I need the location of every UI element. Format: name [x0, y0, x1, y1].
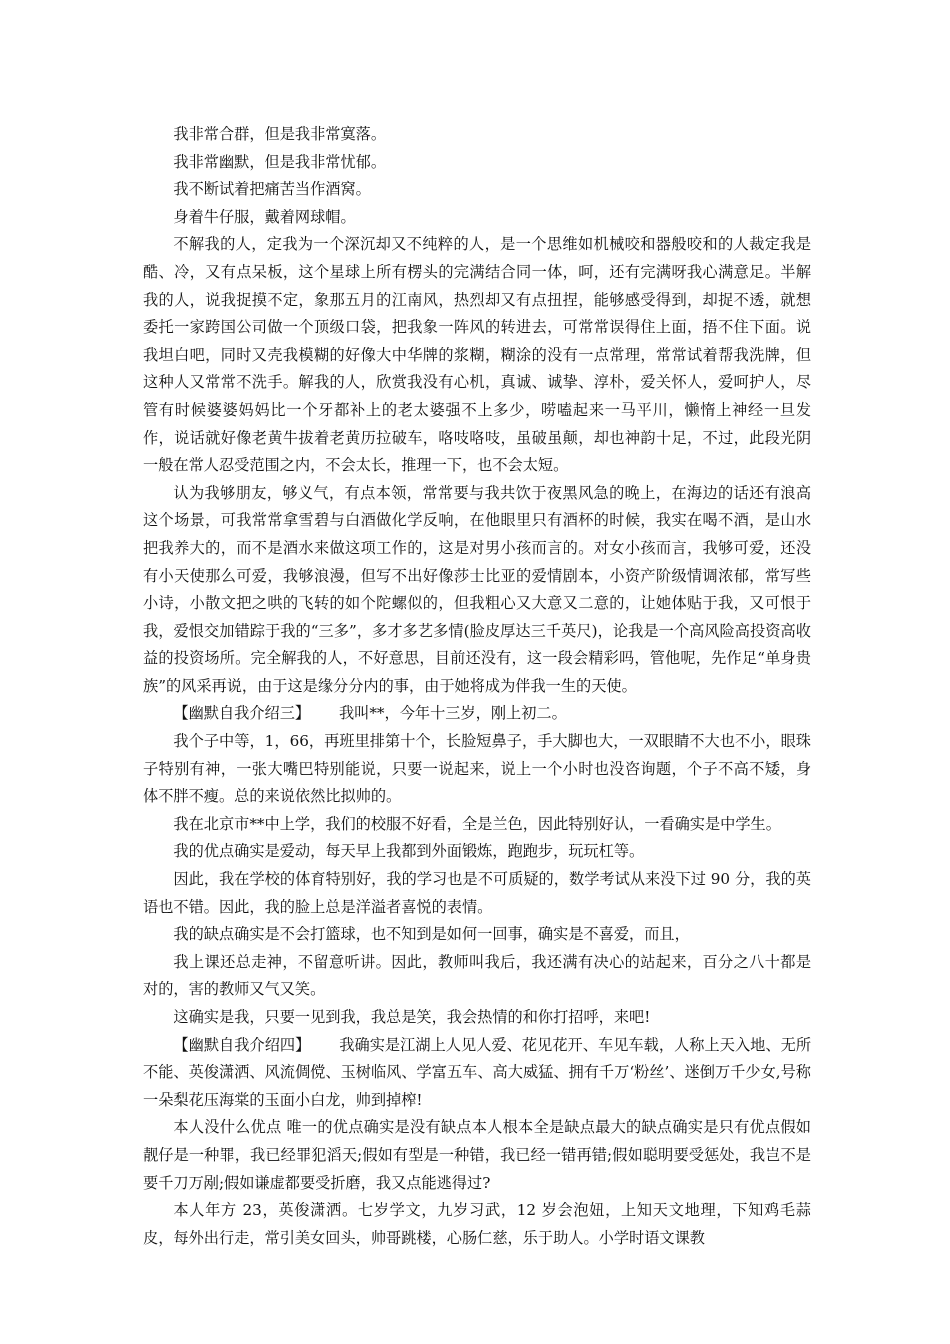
paragraph: 认为我够朋友，够义气，有点本领，常常要与我共饮于夜黑风急的晚上，在海边的话还有浪高这个场景，可我常常拿雪碧与白酒做化学反响，在他眼里只有酒杯的时候，我实在喝不酒，是山水把我养大的，而不是酒水来做这项工作的，这是对男小孩而言的。对女小孩而言，我够可爱，还没有小天使那么可爱，我够浪漫，但写不出好像莎士比亚的爱情剧本，小资产阶级情调浓郁，常写些小诗，小散文把之哄的飞转的如个陀螺似的，但我粗心又大意又二意的，让她体贴于我，又可恨于我，爱恨交加错踪于我的“三多”，多才多艺多情(脸皮厚达三千英尺)，论我是一个高风险高投资高收益的投资场所。完全解我的人，不好意思，目前还没有，这一段会精彩吗，管他呢，先作足“单身贵族”的风采再说，由于这是缘分分内的事，由于她将成为伴我一生的天使。 — [143, 483, 811, 695]
section-text: 我确实是江湖上人见人爱、花见花开、车见车载，人称上天入地、无所不能、英俊潇洒、风流倜傥、玉树临风、学富五车、高大威猛、拥有千万‘粉丝’、迷倒万千少女,号称一朵梨花压海棠的玉面小白龙，帅到掉榨! — [143, 1035, 812, 1109]
paragraph: 身着牛仔服，戴着网球帽。 — [173, 207, 356, 226]
section-four-intro — [143, 1032, 811, 1115]
paragraph: 我不断试着把痛苦当作酒窝。 — [173, 180, 371, 199]
paragraph: 我非常幽默，但是我非常忧郁。 — [173, 152, 387, 171]
document-body — [143, 121, 811, 1252]
section-heading: 【幽默自我介绍三】 — [173, 704, 311, 723]
paragraph: 本人没什么优点 唯一的优点确实是没有缺点本人根本全是缺点最大的缺点确实是只有优点假如靓仔是一种罪，我已经罪犯滔天;假如有型是一种错，我已经一错再错;假如聪明要受惩处，我岂不是要千刀万剐;假如谦虚都要受折磨，我又点能逃得过? — [143, 1118, 811, 1192]
paragraph: 因此，我在学校的体育特别好，我的学习也是不可质疑的，数学考试从来没下过 90 分，我的英语也不错。因此，我的脸上总是洋溢者喜悦的表情。 — [143, 870, 811, 916]
paragraph: 这确实是我，只要一见到我，我总是笑，我会热情的和你打招呼，来吧! — [173, 1008, 651, 1026]
paragraph: 我的优点确实是爱动，每天早上我都到外面锻炼，跑跑步，玩玩杠等。 — [173, 842, 645, 861]
section-text: 我叫**，今年十三岁，刚上初二。 — [338, 704, 567, 723]
section-heading: 【幽默自我介绍四】 — [173, 1035, 311, 1054]
paragraph: 本人年方 23，英俊潇洒。七岁学文，九岁习武，12 岁会泡妞，上知天文地理，下知鸡毛蒜皮，每外出行走，常引美女回头，帅哥跳楼，心肠仁慈，乐于助人。小学时语文课教 — [143, 1201, 811, 1247]
paragraph: 我个子中等，1，66，再班里排第十个，长脸短鼻子，手大脚也大，一双眼睛不大也不小，眼珠子特别有神，一张大嘴巴特别能说，只要一说起来，说上一个小时也没咨询题，个子不高不矮，身体不胖不瘦。总的来说依然比拟帅的。 — [143, 732, 811, 806]
paragraph: 我非常合群，但是我非常寞落。 — [173, 125, 387, 143]
paragraph: 不解我的人，定我为一个深沉却又不纯粹的人，是一个思维如机械咬和器般咬和的人裁定我是酷、冷，又有点呆板，这个星球上所有楞头的完满结合同一体，呵，还有完满呀我心满意足。半解我的人，说我捉摸不定，象那五月的江南风，热烈却又有点扭捏，能够感受得到，却捉不透，就想委托一家跨国公司做一个顶级口袋，把我象一阵风的转进去，可常常误得住上面，捂不住下面。说我坦白吧，同时又壳我模糊的好像大中华牌的浆糊，糊涂的没有一点常理，常常试着帮我洗牌，但这种人又常常不洗手。解我的人，欣赏我没有心机，真诚、诚挚、淳朴，爱关怀人，爱呵护人，尽管有时候婆婆妈妈比一个牙都补上的老太婆强不上多少，唠嗑起来一马平川，懒惰上神经一旦发作，说话就好像老黄牛拔着老黄历拉破车，咯吱咯吱，虽破虽颠，却也神韵十足，不过，此段光阴一般在常人忍受范围之内，不会太长，推理一下，也不会太短。 — [143, 235, 811, 475]
paragraph: 我在北京市**中上学，我们的校服不好看，全是兰色，因此特别好认，一看确实是中学生。 — [173, 814, 781, 833]
paragraph: 我上课还总走神，不留意听讲。因此，教师叫我后，我还满有决心的站起来，百分之八十都是对的，害的教师又气又笑。 — [143, 952, 811, 999]
paragraph: 我的缺点确实是不会打篮球，也不知到是如何一回事，确实是不喜爱，而且， — [173, 925, 690, 944]
section-three-intro — [143, 700, 811, 728]
